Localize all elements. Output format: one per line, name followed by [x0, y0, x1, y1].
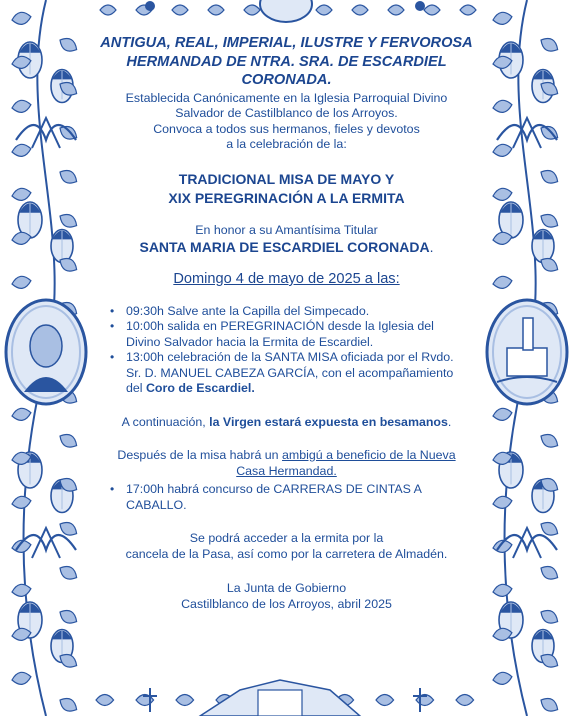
after-mass-text: Después de la misa habrá un	[117, 448, 283, 462]
leaf-ornament	[538, 563, 561, 583]
leaf-ornament	[96, 695, 114, 706]
intro-line-4: a la celebración de la:	[226, 137, 347, 151]
leaf-ornament	[492, 539, 513, 554]
bullet-icon: •	[110, 350, 115, 364]
ambigu-text-2: Casa Hermandad.	[236, 463, 337, 478]
leaf-ornament	[57, 607, 80, 627]
intro-line-3: Convoca a todos sus hermanos, fieles y devotos	[153, 121, 420, 136]
leaf-ornament	[172, 5, 188, 15]
signature-block	[96, 581, 477, 612]
leaf-ornament	[208, 5, 224, 15]
poster-content	[96, 34, 477, 612]
bullet-icon: •	[110, 319, 115, 333]
leaf-ornament	[176, 695, 194, 706]
event-title-line-2: XIX PEREGRINACIÓN A LA ERMITA	[168, 189, 405, 206]
leaf-ornament	[352, 5, 368, 15]
schedule-item	[110, 319, 477, 350]
leaf-ornament	[538, 607, 561, 627]
leaf-ornament	[11, 275, 32, 290]
leaf-ornament	[11, 495, 32, 510]
leaf-ornament	[456, 695, 474, 706]
titular-name	[96, 238, 477, 256]
after-mass-paragraph	[96, 448, 477, 479]
leaf-ornament	[11, 99, 32, 114]
monogram-letter	[513, 118, 541, 148]
hermitage-tower	[523, 318, 533, 350]
schedule-item-text: Divino Salvador hacia la Ermita de Escardiel.	[126, 334, 374, 349]
schedule-list	[96, 304, 477, 397]
top-ornament	[145, 1, 155, 11]
monogram-letter	[32, 528, 60, 558]
bullet-icon: •	[110, 482, 115, 496]
leaf-ornament	[11, 187, 32, 202]
event-date: Domingo 4 de mayo de 2025 a las:	[173, 271, 400, 287]
brotherhood-title-line-2: HERMANDAD DE NTRA. SRA. DE ESCARDIEL	[126, 53, 447, 70]
honor-line: En honor a su Amantísima Titular	[195, 222, 378, 237]
leaf-ornament	[388, 5, 404, 15]
intro-line-1: Establecida Canónicamente en la Iglesia Parroquial Divino	[125, 90, 448, 105]
leaf-ornament	[492, 407, 513, 422]
leaf-ornament	[244, 5, 260, 15]
brotherhood-title	[96, 34, 477, 90]
leaf-ornament	[57, 167, 80, 187]
access-paragraph	[96, 531, 477, 562]
event-title-line-1: TRADICIONAL MISA DE MAYO Y	[178, 170, 395, 187]
leaf-ornament	[492, 671, 513, 686]
leaf-ornament	[538, 431, 561, 451]
intro-paragraph	[96, 91, 477, 153]
leaf-ornament	[492, 143, 513, 158]
leaf-ornament	[57, 563, 80, 583]
schedule-item-text: 10:00h salida en PEREGRINACIÓN desde la Iglesia del	[126, 319, 434, 333]
leaf-ornament	[538, 211, 561, 231]
leaf-ornament	[11, 671, 32, 686]
races-text: 17:00h habrá concurso de CARRERAS DE CINTAS A	[126, 482, 422, 496]
leaf-ornament	[492, 275, 513, 290]
choir-name: Coro de Escardiel.	[145, 381, 255, 395]
leaf-ornament	[316, 5, 332, 15]
continuation-paragraph	[96, 415, 477, 431]
leaf-ornament	[538, 35, 561, 55]
leaf-ornament	[11, 11, 32, 26]
leaf-ornament	[492, 187, 513, 202]
schedule-item	[110, 303, 477, 320]
portrait-face	[30, 325, 62, 367]
brotherhood-title-line-1: ANTIGUA, REAL, IMPERIAL, ILUSTRE Y FERVOROSA	[100, 35, 473, 51]
monogram-letter	[513, 528, 541, 558]
leaf-ornament	[11, 583, 32, 598]
leaf-ornament	[100, 5, 116, 15]
place-date: Castilblanco de los Arroyos, abril 2025	[181, 596, 392, 611]
besamanos-text: la Virgen estará expuesta en besamanos	[209, 414, 448, 429]
bullet-icon: •	[110, 303, 115, 318]
hermitage-building	[507, 348, 547, 376]
leaf-ornament	[11, 539, 32, 554]
leaf-ornament	[492, 583, 513, 598]
top-medallion	[260, 0, 312, 22]
leaf-ornament	[460, 5, 476, 15]
leaf-ornament	[492, 11, 513, 26]
schedule-item-text: 13:00h celebración de la SANTA MISA oficiada por el Rvdo.	[126, 350, 454, 364]
leaf-ornament	[57, 35, 80, 55]
leaf-ornament	[57, 431, 80, 451]
schedule-item-text: 09:30h Salve ante la Capilla del Simpecado.	[126, 303, 370, 318]
bottom-building-facade	[258, 690, 302, 716]
leaf-ornament	[538, 695, 561, 715]
top-ornament	[415, 1, 425, 11]
access-line-1: Se podrá acceder a la ermita por la	[189, 531, 384, 545]
ambigu-text: ambigú a beneficio de la Nueva	[282, 448, 456, 462]
continuation-period: .	[447, 414, 452, 429]
leaf-ornament	[11, 407, 32, 422]
leaf-ornament	[538, 167, 561, 187]
leaf-ornament	[57, 211, 80, 231]
leaf-ornament	[57, 695, 80, 715]
monogram-letter	[32, 118, 60, 148]
leaf-ornament	[376, 695, 394, 706]
races-text: CABALLO.	[126, 497, 187, 512]
schedule-item	[110, 350, 477, 397]
titular-period: .	[429, 239, 434, 255]
event-title	[96, 170, 477, 208]
leaf-ornament	[492, 495, 513, 510]
continuation-text: A continuación,	[121, 414, 210, 429]
leaf-ornament	[11, 143, 32, 158]
brotherhood-title-line-3: CORONADA.	[241, 72, 332, 88]
leaf-ornament	[492, 99, 513, 114]
races-list	[96, 482, 477, 513]
intro-line-2: Salvador de Castilblanco de los Arroyos.	[175, 106, 398, 120]
access-line-2: cancela de la Pasa, así como por la carretera de Almadén.	[125, 546, 448, 561]
leaf-ornament	[424, 5, 440, 15]
titular-text: SANTA MARIA DE ESCARDIEL CORONADA	[139, 239, 430, 255]
schedule-item-text: Sr. D. MANUEL CABEZA GARCÍA, con el acompañamiento	[126, 365, 454, 380]
schedule-item-text: del	[126, 381, 146, 395]
board-name: La Junta de Gobierno	[226, 581, 347, 595]
schedule-item	[110, 482, 477, 513]
